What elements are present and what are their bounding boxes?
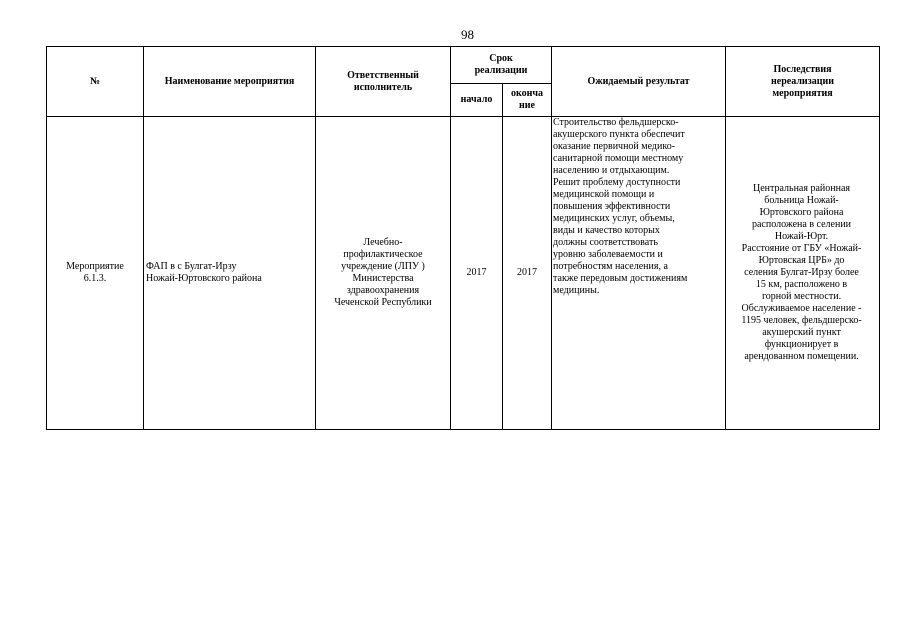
text-line: Министерства: [352, 273, 414, 284]
text-line: медицинской помощи и: [553, 189, 655, 200]
row-executor: [316, 117, 451, 430]
text-line: учреждение (ЛПУ ): [341, 261, 425, 272]
text-line: также передовым достижениям: [553, 273, 688, 284]
text-line: Юртовская ЦРБ» до: [758, 255, 845, 266]
text-line: виды и качество которых: [553, 225, 660, 236]
text-line: оказание первичной медико-: [553, 141, 676, 152]
text-line: санитарной помощи местному: [553, 153, 684, 164]
text-line: Ответственный: [347, 69, 419, 81]
text-line: 15 км, расположено в: [755, 279, 848, 290]
text-line: Обслуживаемое население -: [741, 303, 862, 314]
text-line: Юртовского района: [759, 207, 844, 218]
text-line: повышения эффективности: [553, 201, 671, 212]
text-line: Расстояние от ГБУ «Ножай-: [741, 243, 862, 254]
table-row: [47, 117, 880, 430]
header-term: [451, 47, 552, 84]
row-end: 2017: [503, 117, 552, 430]
header-start: начало: [451, 84, 503, 117]
text-line: исполнитель: [353, 81, 413, 93]
page-number: 98: [461, 27, 474, 42]
text-line: населению и отдыхающим.: [553, 165, 670, 176]
header-consequences: [726, 47, 880, 117]
text-line: профилактическое: [343, 249, 423, 260]
text-line: селения Булгат-Ирзу более: [744, 267, 859, 278]
text-line: Чеченской Республики: [334, 297, 432, 308]
text-line: ние: [519, 100, 535, 111]
text-line: 1195 человек, фельдшерско-: [741, 315, 862, 326]
text-line: реализации: [474, 65, 528, 76]
row-start: 2017: [451, 117, 503, 430]
text-line: Строительство фельдшерско-: [553, 117, 679, 128]
text-line: Ножай-Юртовского района: [146, 273, 262, 284]
text-line: нереализации: [771, 75, 834, 87]
text-line: горной местности.: [761, 291, 842, 302]
text-line: должны соответствовать: [553, 237, 658, 248]
text-line: Ножай-Юрт.: [774, 231, 829, 242]
text-line: акушерский пункт: [762, 327, 841, 338]
text-line: потребностям населения, а: [553, 261, 668, 272]
text-line: медицины.: [553, 285, 600, 296]
text-line: Лечебно-: [363, 237, 403, 248]
text-line: здравоохранения: [346, 285, 420, 296]
row-number: [47, 117, 144, 430]
text-line: 6.1.3.: [83, 273, 107, 284]
text-line: больница Ножай-: [764, 195, 839, 206]
header-name: Наименование мероприятия: [144, 47, 316, 117]
row-name: [144, 117, 316, 430]
text-line: уровню заболеваемости и: [553, 249, 663, 260]
measures-table: [46, 46, 880, 430]
row-result: [552, 117, 726, 430]
header-number: №: [47, 47, 144, 117]
text-line: Решит проблему доступности: [553, 177, 681, 188]
text-line: акушерского пункта обеспечит: [553, 129, 685, 140]
header-end: [503, 84, 552, 117]
text-line: Срок: [489, 53, 513, 64]
text-line: арендованном помещении.: [744, 351, 859, 362]
text-line: медицинских услуг, объемы,: [553, 213, 675, 224]
header-result: Ожидаемый результат: [552, 47, 726, 117]
text-line: мероприятия: [772, 87, 833, 99]
text-line: расположена в селении: [751, 219, 852, 230]
header-executor: [316, 47, 451, 117]
text-line: функционирует в: [764, 339, 839, 350]
row-consequences: [726, 117, 880, 430]
text-line: Мероприятие: [66, 261, 124, 272]
text-line: оконча: [510, 88, 544, 99]
text-line: Центральная районная: [753, 183, 851, 194]
text-line: ФАП в с Булгат-Ирзу: [146, 261, 237, 272]
text-line: Последствия: [773, 63, 832, 75]
